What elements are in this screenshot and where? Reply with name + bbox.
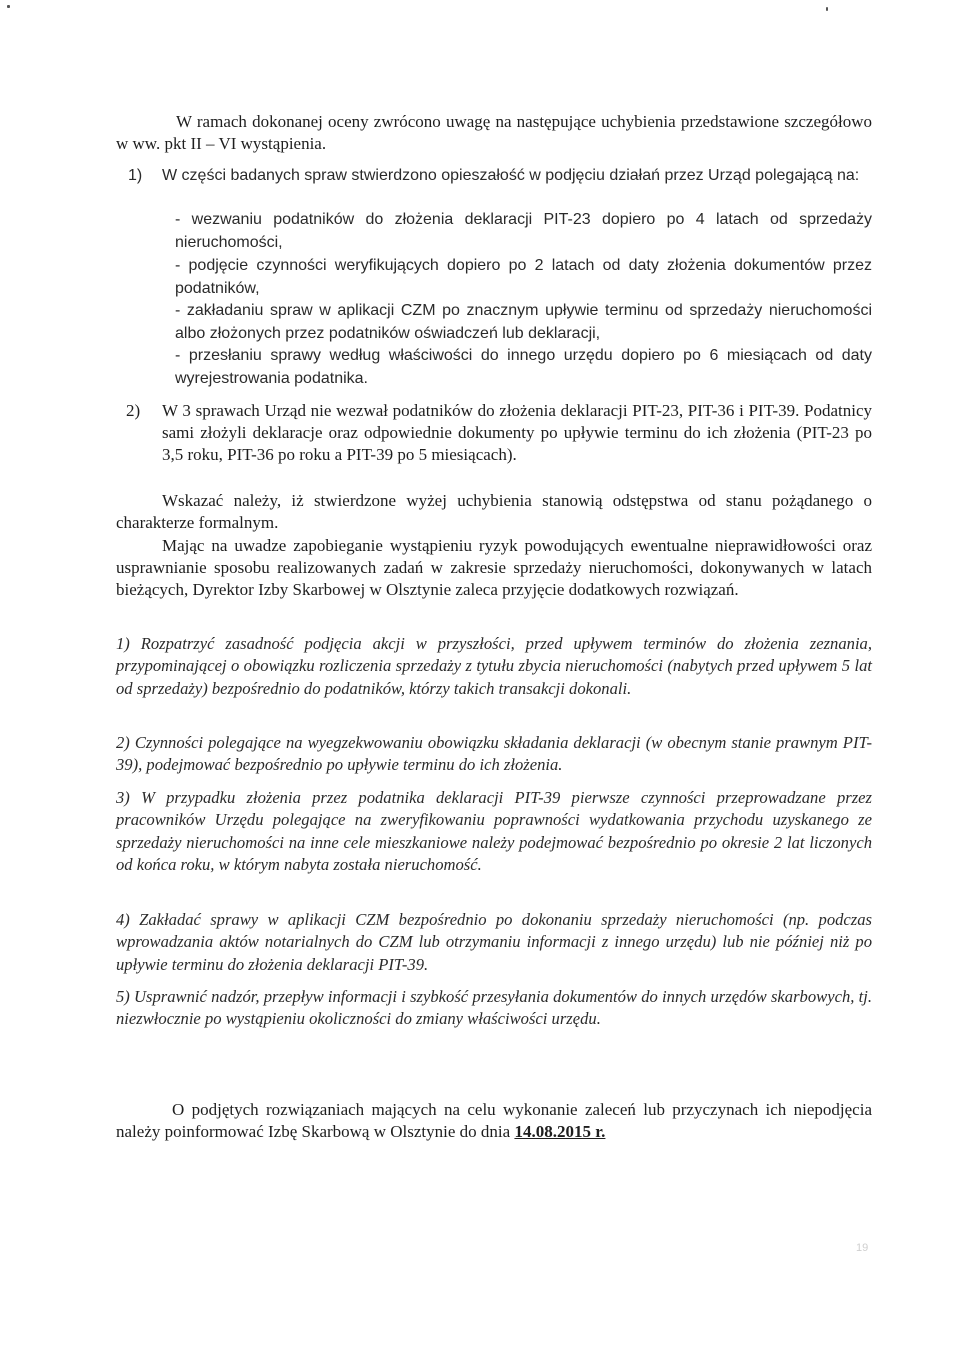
- finding-bullet: - zakładaniu spraw w aplikacji CZM po znacznym upływie terminu od sprzedaży nieruchomości albo złożonych przez podatników oświadczeń lub deklaracji,: [175, 302, 872, 342]
- assessment-paragraph: Wskazać należy, iż stwierdzone wyżej uchybienia stanowią odstępstwa od stanu pożądanego o charakterze formalnym.: [116, 491, 872, 533]
- finding-bullet: - wezwaniu podatników do złożenia deklaracji PIT-23 dopiero po 4 latach od sprzedaży nieruchomości,: [175, 211, 872, 251]
- recommendation-item: 1) Rozpatrzyć zasadność podjęcia akcji w przyszłości, przed upływem terminów do złożenia zeznania, przypominającej o obowiązku rozliczenia sprzedaży z tytułu zbycia nieruchomości (nabytych przed upływem 5 lat od sprzedaży) bezpośrednio do podatników, którzy takich transakcji dokonali.: [116, 634, 872, 698]
- intro-paragraph: W ramach dokonanej oceny zwrócono uwagę na następujące uchybienia przedstawione szczegółowo w ww. pkt II – VI wystąpienia.: [116, 112, 872, 154]
- recommendation-item: 4) Zakładać sprawy w aplikacji CZM bezpośrednio po dokonaniu sprzedaży nieruchomości (np. podczas wprowadzania aktów notarialnych do CZM lub otrzymaniu informacji z innego urzędu) lub nie później niż po upływie terminu do złożenia deklaracji PIT-39.: [116, 910, 872, 974]
- finding-bullet: - przesłaniu sprawy według właściwości do innego urzędu dopiero po 6 miesiącach od daty wyrejestrowania podatnika.: [175, 347, 872, 387]
- finding-text: W 3 sprawach Urząd nie wezwał podatników do złożenia deklaracji PIT-23, PIT-36 i PIT-39. Podatnicy sami złożyli deklaracje oraz odpowiednie dokumenty po upływie terminu do ich złożenia (PIT-23 po 3,5 roku, PIT-36 po roku a PIT-39 po 5 miesiącach).: [162, 401, 872, 465]
- finding-number: 2): [126, 401, 141, 420]
- recommendation-item: 2) Czynności polegające na wyegzekwowaniu obowiązku składania deklaracji (w obecnym stanie prawnym PIT-39), podejmować bezpośrednio po upływie terminu do ich złożenia.: [116, 733, 872, 775]
- page-number: 19: [856, 1242, 869, 1254]
- deadline-date: 14.08.2015 r.: [514, 1122, 606, 1142]
- closing-paragraph: [116, 1099, 872, 1143]
- recommendation-item: 3) W przypadku złożenia przez podatnika deklaracji PIT-39 pierwsze czynności przeprowadzane przez pracowników Urzędu polegające na zweryfikowaniu poprawności wydatkowania przychodu uzyskanego ze sprzedaży nieruchomości na inne cele mieszkaniowe należy podejmować bezpośrednio po okresie 2 lat liczonych od końca roku, w którym nabyta została nieruchomość.: [116, 788, 872, 875]
- finding-bullet: - podjęcie czynności weryfikujących dopiero po 2 latach od daty złożenia dokumentów przez podatników,: [175, 257, 872, 297]
- scan-speck: [7, 5, 10, 8]
- recommendation-intro: Mając na uwadze zapobieganie wystąpieniu ryzyk powodujących ewentualne nieprawidłowości oraz usprawnianie sposobu realizowanych zadań w zakresie sprzedaży nieruchomości, dokonywanych w latach bieżących, Dyrektor Izby Skarbowej w Olsztynie zaleca przyjęcie dodatkowych rozwiązań.: [116, 536, 872, 600]
- finding-lead: W części badanych spraw stwierdzono opieszałość w podjęciu działań przez Urząd polegającą na:: [162, 167, 860, 184]
- finding-number: 1): [128, 167, 143, 184]
- closing-text: O podjętych rozwiązaniach mających na celu wykonanie zaleceń lub przyczynach ich niepodjęcia należy poinformować Izbę Skarbową w Olsztynie do dnia: [116, 1100, 872, 1142]
- scan-speck: [826, 7, 828, 11]
- recommendation-item: 5) Usprawnić nadzór, przepływ informacji i szybkość przesyłania dokumentów do innych urzędów skarbowych, tj. niezwłocznie po wystąpieniu okoliczności do zmiany właściwości urzędu.: [116, 987, 872, 1029]
